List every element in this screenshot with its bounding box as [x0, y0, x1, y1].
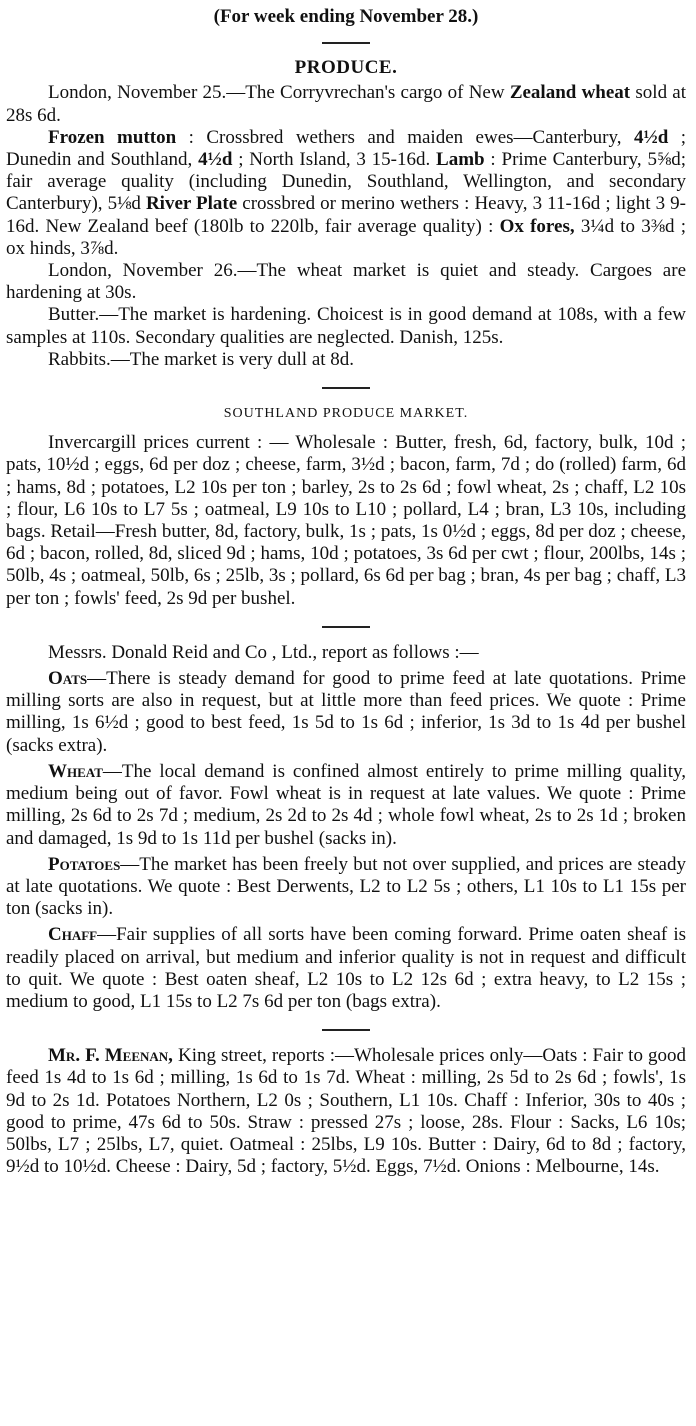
oats-text: —There is steady demand for good to prime feed at late quotations. Prime milling sorts are also in request, but at little more than feed prices. We quote : Prime milling, 1s 6½d ; good to best feed, 1s 5d to 1s 6d ; inferior, 1s 3d to 1s 4d per bushel (sacks extra). — [6, 668, 686, 756]
frozen-meat-paragraph — [6, 127, 686, 260]
potatoes-heading: Potatoes — [48, 853, 121, 875]
rabbits-paragraph: Rabbits.—The market is very dull at 8d. — [48, 348, 355, 370]
southland-paragraph: Invercargill prices current : — Wholesale : Butter, fresh, 6d, factory, bulk, 10d ; pats, 10½d ; eggs, 6d per doz ; cheese, farm, 3½d ; bacon, farm, 7d ; do (rolled) farm, 6d ; hams, 8d ; potatoes, L2 10s per ton ; barley, 2s to 2s 6d ; fowl wheat, 2s ; chaff, L2 10s ; flour, L6 10s to L7 5s ; oatmeal, L9 10s to L10 ; pollard, L4 ; bran, L3 10s, including bags. Retail—Fresh butter, 8d, factory, bulk, 1s ; pats, 1s 0½d ; eggs, 8d per doz ; cheese, 6d ; bacon, rolled, 8d, sliced 9d ; hams, 10d ; potatoes, 3s 6d per cwt ; flour, 200lbs, 14s ; 50lb, 4s ; oatmeal, 50lb, 6s ; 25lb, 3s ; pollard, 6s 6d per bag ; bran, 4s per bag ; chaff, L3 per ton ; fowls' feed, 2s 9d per bushel. — [6, 432, 686, 609]
london-nov26-paragraph: London, November 26.—The wheat market is quiet and steady. Cargoes are hardening at 30s. — [6, 260, 686, 304]
ox-fores-label: Ox fores, — [499, 215, 575, 237]
river-plate-label: River Plate — [145, 193, 238, 215]
wheat-text: —The local demand is confined almost entirely to prime milling quality, medium being out of favor. Fowl wheat is in request at late values. We quote : Prime milling, 2s 6d to 2s 7d ; medium, 2s 2d to 2s 4d ; whole fowl wheat, 2s to 2s 1d ; broken and damaged, 1s 9d to 1s 11d per bushel (sacks in). — [6, 760, 686, 849]
frozen-mutton-label: Frozen mutton — [48, 126, 177, 148]
section-divider — [322, 1029, 370, 1031]
wheat-heading: Wheat — [48, 760, 103, 782]
meenan-paragraph — [6, 1045, 686, 1178]
chaff-heading: Chaff — [48, 924, 98, 946]
meenan-name: Mr. F. Meenan, — [48, 1045, 173, 1067]
reid-potatoes-paragraph — [6, 854, 686, 921]
frozen-mutton-text-a: : Crossbred wethers and maiden ewes—Canterbury, — [188, 126, 622, 148]
frozen-mutton-text-b: ; Dunedin and Southland, — [6, 126, 687, 171]
potatoes-text: —The market has been freely but not over supplied, and prices are steady at late quotations. We quote : Best Derwents, L2 to L2 5s ; others, L1 10s to L1 15s per ton (sacks in). — [6, 853, 686, 920]
produce-title: PRODUCE. — [294, 57, 398, 79]
river-plate-text: crossbred or merino wethers : Heavy, 3 11-16d ; light 3 9-16d. New Zealand beef (180lb to 220lb, fair average quality) : — [6, 193, 687, 237]
section-divider — [322, 387, 370, 389]
butter-paragraph: Butter.—The market is hardening. Choicest is in good demand at 108s, with a few samples at 110s. Secondary qualities are neglected. Danish, 125s. — [6, 304, 686, 348]
nz-wheat-label: Zealand wheat — [509, 82, 631, 104]
reid-oats-paragraph — [6, 668, 686, 757]
reid-intro: Messrs. Donald Reid and Co , Ltd., report as follows :— — [48, 641, 479, 663]
week-heading: (For week ending November 28.) — [213, 6, 479, 27]
chaff-text: —Fair supplies of all sorts have been coming forward. Prime oaten sheaf is readily placed on arrival, but medium and inferior quality is not in request and difficult to quit. We quote : Best oaten sheaf, L2 10s to L2 12s 6d ; extra heavy, to L2 15s ; medium to good, L1 15s to L2 7s 6d per ton (bags extra). — [6, 924, 686, 1012]
frozen-mutton-text-c: ; North Island, 3 15-16d. — [238, 149, 431, 171]
reid-chaff-paragraph — [6, 924, 686, 1013]
reid-wheat-paragraph — [6, 761, 686, 850]
wheat-price-text: sold at 28s 6d. — [6, 82, 687, 126]
section-divider — [322, 626, 370, 628]
london-nov25-text: London, November 25.—The Corryvrechan's cargo of New — [48, 82, 505, 104]
dunedin-price: 4½d — [198, 149, 233, 171]
southland-title: SOUTHLAND PRODUCE MARKET. — [223, 406, 469, 422]
ox-text: 3¼d to 3⅜d ; ox hinds, 3⅞d. — [6, 215, 687, 259]
oats-heading: Oats — [48, 668, 88, 690]
canterbury-price: 4½d — [633, 126, 669, 148]
lamb-text: : Prime Canterbury, 5⅝d; fair average quality (including Dunedin, Southland, Wellington, and secondary Canterbury), 5⅛d — [6, 149, 686, 215]
london-nov25-paragraph — [6, 82, 686, 126]
meenan-text: King street, reports :—Wholesale prices only—Oats : Fair to good feed 1s 4d to 1s 6d ; milling, 1s 6d to 1s 7d. Wheat : milling, 2s 5d to 2s 6d ; fowls', 1s 9d to 2s 1d. Potatoes Northern, L2 0s ; Southern, L1 10s. Chaff : Inferior, 30s to 40s ; good to prime, 47s 6d to 50s. Straw : pressed 27s ; loose, 28s. Flour : Sacks, L6 10s; 50lbs, L7 ; 25lbs, L7, quiet. Oatmeal : 25lbs, L9 10s. Butter : Dairy, 6d to 8d ; factory, 9½d to 10½d. Cheese : Dairy, 5d ; factory, 5½d. Eggs, 7½d. Onions : Melbourne, 14s. — [6, 1045, 686, 1178]
lamb-label: Lamb — [436, 149, 485, 171]
section-divider — [322, 42, 370, 44]
